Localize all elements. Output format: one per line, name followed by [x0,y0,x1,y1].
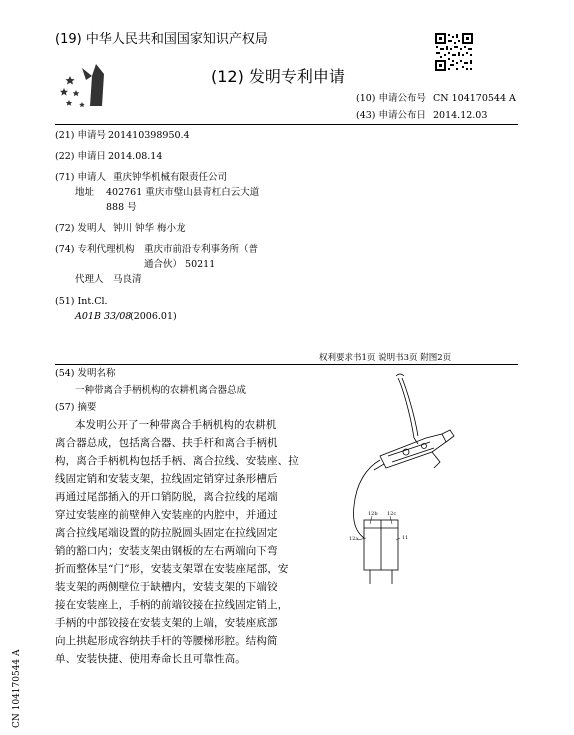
publication-number: CN 104170544 A [433,93,516,104]
title-label: (54) 发明名称 [55,368,116,379]
publication-date: 2014.12.03 [433,110,488,121]
invention-title: 一种带离合手柄机构的农耕机离合器总成 [75,385,247,396]
part-label: 12c [387,511,397,517]
abstract-line: 线固定销和安装支架，拉线固定销穿过条形槽后 [55,473,278,485]
cnipa-logo [58,62,120,110]
abstract-line: 离合拉线尾端设置的防拉脱圆头固定在拉线固定 [55,527,278,539]
abstract-line: 向上拱起形成容纳扶手杆的等腰梯形腔。结构简 [55,635,278,647]
applicant-name: 重庆钟华机械有限责任公司 [113,172,228,183]
application-date-label: (22) 申请日 [55,151,107,162]
intcl-version: (2006.01) [130,311,177,322]
abstract-line: 手柄的中部铰接在安装支架的上端，安装座底部 [55,617,278,629]
address-line-2: 888 号 [106,202,137,213]
document-type-title: (12) 发明专利申请 [211,67,345,86]
abstract-line: 销的豁口内；安装支架由钢板的左右两端向下弯 [55,545,278,557]
office-name: (19) 中华人民共和国国家知识产权局 [55,32,268,47]
abstract-line: 单、安装快捷、使用寿命长且可靠性高。 [55,653,246,665]
section-rule [55,364,518,365]
agent-name: 马良清 [113,274,142,285]
abstract-line: 本发明公开了一种带离合手柄机构的农耕机 [75,419,277,431]
application-number: 201410398950.4 [108,130,190,141]
intcl-label: (51) Int.Cl. [55,296,108,307]
abstract-line: 再通过尾部插入的开口销防脱，离合拉线的尾端 [55,491,278,503]
abstract-line: 接在安装座上，手柄的前端铰接在拉线固定销上， [55,599,289,611]
part-label: 12a [349,536,359,542]
application-number-label: (21) 申请号 [55,130,107,141]
abstract-label: (57) 摘要 [55,402,97,413]
abstract-line: 折而整体呈“门”形，安装支架罩在安装座尾部，安 [55,563,289,575]
agent-label: 代理人 [75,274,104,285]
intcl-code: A01B 33/08 [75,311,132,322]
abstract-line: 穿过安装座的前壁伸入安装座的内腔中，并通过 [55,509,278,521]
inventors-label: (72) 发明人 [55,223,107,234]
clutch-handle-drawing [340,372,470,587]
publication-date-label: (43) 申请公布日 [356,110,427,121]
qr-code [434,32,474,72]
agency-line-2: 通合伙） 50211 [144,259,216,270]
part-label: 12b [368,511,378,517]
abstract-line: 构，离合手柄机构包括手柄、离合拉线、安装座、拉 [55,455,299,467]
applicant-label: (71) 申请人 [55,172,107,183]
abstract-line: 装支架的两侧壁位于缺槽内，安装支架的下端铰 [55,581,278,593]
agency-label: (74) 专利代理机构 [55,244,135,255]
address-label: 地址 [75,187,95,198]
agency-line-1: 重庆市前沿专利事务所（普 [144,244,259,255]
sidebar-publication-number: CN 104170544 A [12,649,22,728]
publication-number-label: (10) 申请公布号 [356,93,427,104]
part-label: 11 [402,535,409,541]
abstract-line: 离合器总成，包括离合器、扶手杆和离合手柄机 [55,437,278,449]
page-counts: 权利要求书1页 说明书3页 附图2页 [319,353,452,363]
header-rule [55,124,518,125]
inventors: 钟川 钟华 梅小龙 [113,223,186,234]
application-date: 2014.08.14 [108,151,163,162]
address-line-1: 402761 重庆市璧山县青杠白云大道 [106,187,260,198]
